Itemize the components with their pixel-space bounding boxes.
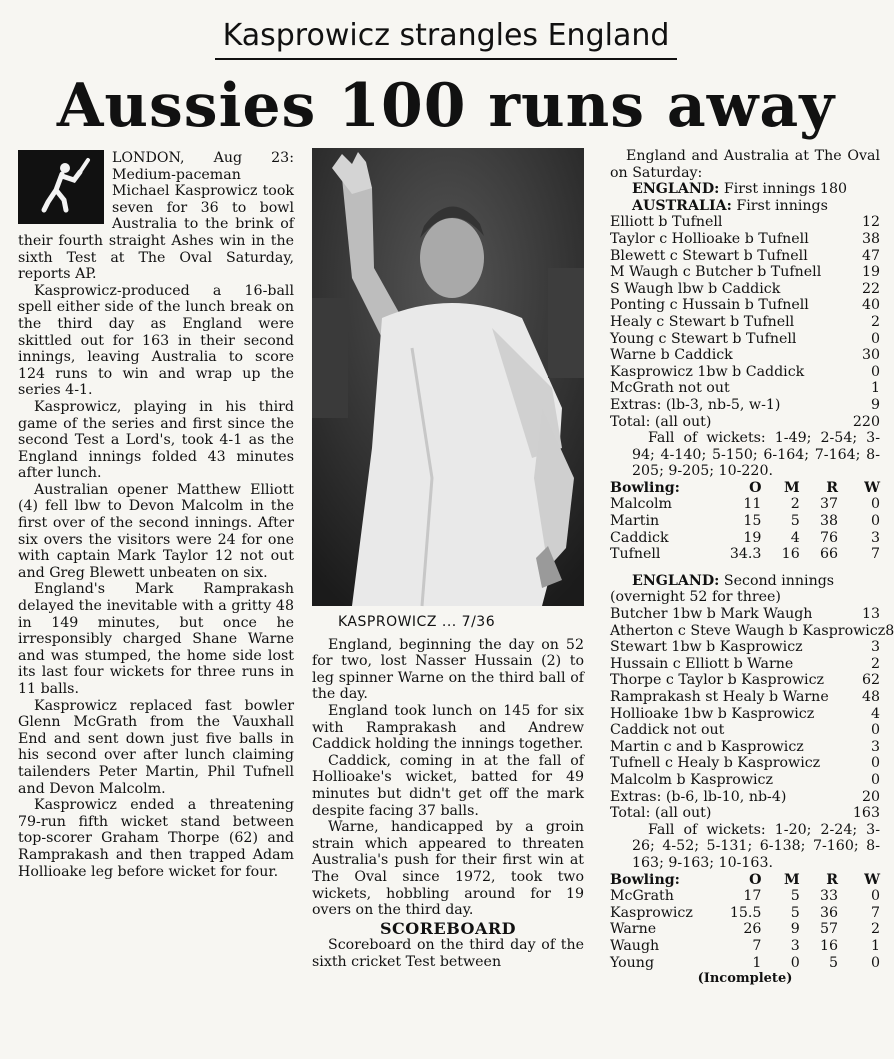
bowling-row	[610, 955, 880, 972]
story-paragraph: Caddick, coming in at the fall of Hollioake's wicket, batted for 49 minutes but didn't get off the mark despite facing 37 balls.	[312, 752, 584, 819]
photo-caption: KASPROWICZ ... 7/36	[338, 614, 496, 630]
cricket-batsman-icon	[18, 150, 104, 224]
batsman-runs: 30	[861, 347, 880, 364]
batsman-dismissal: Martin c and b Kasprowicz	[610, 738, 804, 755]
batsman-dismissal: Total: (all out)	[610, 413, 712, 430]
wickets: 7	[870, 904, 880, 921]
batting-row	[610, 672, 880, 689]
story-paragraph: Australian opener Matthew Elliott (4) fell lbw to Devon Malcolm in the first over of the second innings. After six overs the visitors were 24 for one with captain Mark Taylor 12 not out and Greg Blewett unbeaten on six.	[18, 481, 294, 581]
story-paragraph: England's Mark Ramprakash delayed the inevitable with a gritty 48 in 149 minutes, but once he irresponsibly charged Shane Warne and was stumped, the home side lost its last four wickets for three runs in 11 balls.	[18, 581, 294, 697]
batting-row	[610, 656, 880, 673]
batsman-runs: 163	[852, 805, 880, 822]
batsman-dismissal: Hussain c Elliott b Warne	[610, 655, 794, 672]
australia-first-innings	[610, 198, 880, 215]
batting-row	[610, 739, 880, 756]
batsman-dismissal: Caddick not out	[610, 722, 725, 739]
overs: 19	[743, 529, 762, 546]
batsman-dismissal: M Waugh c Butcher b Tufnell	[610, 264, 822, 281]
story-paragraph: Kasprowicz-produced a 16-ball spell either side of the lunch break on the third day as England were skittled out for 163 in their second innings, leaving Australia to score 124 runs to win and wrap up the series 4-1.	[18, 282, 294, 399]
overs: 1	[752, 954, 762, 971]
batting-row	[610, 805, 880, 822]
batsman-dismissal: Young c Stewart b Tufnell	[610, 330, 797, 347]
batsman-dismissal: Elliott b Tufnell	[610, 214, 723, 231]
batsman-runs: 22	[861, 280, 880, 297]
batsman-runs: 2	[870, 655, 880, 672]
wickets: 0	[870, 954, 880, 971]
batting-row	[610, 364, 880, 381]
batsman-dismissal: Tufnell c Healy b Kasprowicz	[610, 755, 821, 772]
wickets: 7	[870, 546, 880, 563]
runs-conceded: 66	[819, 546, 839, 563]
batting-row	[610, 314, 880, 331]
batting-row	[610, 214, 880, 231]
batsman-runs: 48	[861, 689, 880, 705]
batting-row	[610, 706, 880, 723]
maidens: 0	[790, 954, 800, 971]
innings-label: Second innings	[723, 572, 835, 589]
batting-row	[610, 331, 880, 348]
overs-header: O	[749, 871, 762, 888]
batsman-dismissal: Ramprakash st Healy b Warne	[610, 689, 829, 705]
batsman-runs: 40	[861, 297, 880, 314]
story-paragraph: Kasprowicz ended a threatening 79-run fifth wicket stand between top-scorer Graham Thorpe (62) and Ramprakash and then trapped Adam Hollioake leg before wicket for four.	[18, 797, 294, 880]
runs-conceded: 36	[819, 904, 839, 921]
england-first-innings	[610, 181, 880, 198]
runs-conceded: 57	[819, 921, 839, 938]
story-paragraph: Warne, handicapped by a groin strain which appeared to threaten Australia's push for their first win at The Oval since 1972, took two wickets, hobbling around for 19 overs on the third day.	[312, 819, 584, 919]
australia-bowling-list	[610, 888, 880, 971]
wickets-header: W	[864, 479, 880, 496]
scoreboard-subhead: SCOREBOARD	[379, 918, 517, 938]
fall-of-wickets: Fall of wickets: 1-20; 2-24; 3-26; 4-52; 5-131; 6-138; 7-160; 8-163; 9-163; 10-163.	[632, 821, 880, 871]
runs-conceded: 5	[829, 954, 839, 971]
innings-label: First innings 180	[723, 181, 848, 198]
batsman-runs: 0	[870, 363, 880, 380]
maidens: 5	[790, 513, 800, 530]
wickets: 3	[870, 529, 880, 546]
england-second-innings	[610, 573, 880, 590]
batting-row	[610, 414, 880, 431]
batting-row	[610, 248, 880, 265]
bowler-name: Caddick	[610, 529, 669, 546]
maidens: 4	[790, 529, 800, 546]
team-name: AUSTRALIA:	[632, 197, 732, 214]
bowler-name: Malcolm	[610, 496, 673, 513]
england-batting-list	[610, 606, 894, 822]
maidens: 5	[790, 904, 800, 921]
batsman-dismissal: Malcolm b Kasprowicz	[610, 771, 773, 788]
maidens-header: M	[784, 871, 800, 888]
innings-note: (overnight 52 for three)	[610, 589, 781, 606]
batsman-runs: 13	[861, 606, 880, 623]
runs-conceded: 38	[819, 513, 839, 530]
batsman-runs: 4	[870, 705, 880, 722]
batsman-runs: 0	[870, 755, 880, 772]
overs-header: O	[749, 479, 762, 496]
bowler-name: Martin	[610, 513, 660, 530]
bowling-header	[610, 480, 880, 497]
story-paragraph: England took lunch on 145 for six with Ramprakash and Andrew Caddick holding the innings together.	[312, 702, 584, 753]
bowler-name: Waugh	[610, 937, 660, 954]
maidens: 3	[790, 937, 800, 954]
bowling-row	[610, 530, 880, 547]
runs-conceded: 33	[819, 888, 839, 905]
batsman-runs: 0	[870, 330, 880, 347]
overs: 15.5	[729, 904, 762, 921]
maidens: 9	[790, 921, 800, 938]
batting-row	[610, 231, 880, 248]
batsman-runs: 220	[852, 413, 880, 430]
batsman-dismissal: McGrath not out	[610, 380, 730, 397]
story-paragraph: LONDON, Aug 23: Medium-paceman Michael Kasprowicz took seven for 36 to bowl Australia to the brink of their fourth straight Ashes win in the sixth Test at The Oval Saturday, reports AP.	[18, 150, 294, 283]
batting-row	[610, 397, 880, 414]
bowler-name: McGrath	[610, 888, 674, 905]
overs: 26	[743, 921, 762, 938]
overs: 34.3	[729, 546, 762, 563]
batsman-dismissal: Hollioake 1bw b Kasprowicz	[610, 705, 815, 722]
story-paragraph: Scoreboard on the third day of the sixth cricket Test between	[312, 937, 584, 970]
batsman-dismissal: Extras: (lb-3, nb-5, w-1)	[610, 396, 781, 413]
batsman-runs: 9	[870, 396, 880, 413]
batsman-runs: 0	[870, 722, 880, 739]
maidens: 2	[790, 496, 800, 513]
story-paragraph: England, beginning the day on 52 for two, lost Nasser Hussain (2) to leg spinner Warne on the third ball of the day.	[312, 636, 584, 703]
story-paragraph: Kasprowicz, playing in his third game of the series and first since the second Test a Lord's, took 4-1 as the England innings folded 43 minutes after lunch.	[18, 398, 294, 482]
bowler-name: Tufnell	[610, 546, 661, 563]
wickets: 0	[870, 496, 880, 513]
batting-row	[610, 772, 880, 789]
wickets: 2	[870, 921, 880, 938]
bowling-row	[610, 496, 880, 513]
batsman-dismissal: S Waugh lbw b Caddick	[610, 280, 781, 297]
fall-of-wickets: Fall of wickets: 1-49; 2-54; 3-94; 4-140; 5-150; 6-164; 7-164; 8-205; 9-205; 10-220.	[632, 430, 880, 480]
batsman-dismissal: Thorpe c Taylor b Kasprowicz	[610, 672, 825, 689]
story-column-2	[312, 148, 584, 970]
maidens: 16	[781, 546, 800, 563]
batting-row	[610, 281, 880, 298]
batting-row	[610, 722, 880, 739]
bowling-label: Bowling:	[610, 871, 680, 888]
wickets: 0	[870, 513, 880, 530]
kicker-headline	[0, 14, 892, 66]
overs: 15	[743, 513, 762, 530]
bowling-row	[610, 546, 880, 563]
runs-conceded: 16	[819, 937, 839, 954]
overs: 7	[752, 937, 762, 954]
maidens: 5	[790, 888, 800, 905]
batsman-runs: 2	[870, 313, 880, 330]
bowling-row	[610, 905, 880, 922]
batsman-dismissal: Warne b Caddick	[610, 347, 733, 364]
batting-row	[610, 297, 880, 314]
batsman-dismissal: Ponting c Hussain b Tufnell	[610, 297, 809, 314]
overs: 17	[743, 888, 762, 905]
runs-conceded: 76	[819, 529, 839, 546]
batting-row	[610, 264, 880, 281]
runs-header: R	[826, 871, 839, 888]
australia-batting-list	[610, 214, 880, 430]
wickets: 0	[870, 888, 880, 905]
batsman-runs: 12	[861, 214, 880, 231]
batsman-runs: 8	[885, 622, 894, 639]
bowling-row	[610, 921, 880, 938]
bowler-name: Young	[610, 954, 655, 971]
batsman-runs: 1	[870, 380, 880, 397]
bowling-header	[610, 872, 880, 889]
team-name: ENGLAND:	[632, 181, 720, 198]
batsman-dismissal: Extras: (b-6, lb-10, nb-4)	[610, 788, 787, 805]
story-paragraph: Kasprowicz replaced fast bowler Glenn McGrath from the Vauxhall End and sent down just five balls in his second over after lunch claiming tailenders Peter Martin, Phil Tufnell and Devon Malcolm.	[18, 697, 294, 797]
innings-label: First innings	[736, 197, 828, 214]
kasprowicz-photo	[312, 148, 584, 606]
bowling-row	[610, 938, 880, 955]
incomplete-note: (Incomplete)	[697, 971, 793, 987]
wickets: 1	[870, 937, 880, 954]
batsman-runs: 3	[870, 738, 880, 755]
batting-row	[610, 380, 880, 397]
main-headline: Aussies 100 runs away	[56, 71, 836, 141]
batting-row	[610, 347, 880, 364]
maidens-header: M	[784, 479, 800, 496]
batsman-dismissal: Kasprowicz 1bw b Caddick	[610, 363, 805, 380]
wickets-header: W	[864, 871, 880, 888]
batting-row	[610, 755, 880, 772]
batsman-dismissal: Healy c Stewart b Tufnell	[610, 313, 795, 330]
batsman-runs: 19	[861, 264, 880, 281]
overs: 11	[743, 496, 762, 513]
batsman-runs: 0	[870, 771, 880, 788]
batsman-dismissal: Atherton c Steve Waugh b Kasprowicz	[610, 622, 886, 639]
batting-row	[610, 606, 880, 623]
batting-row	[610, 622, 894, 640]
scoreboard-intro: England and Australia at The Oval on Saturday:	[610, 148, 880, 181]
scoreboard-column	[610, 148, 894, 988]
batsman-dismissal: Butcher 1bw b Mark Waugh	[610, 606, 813, 623]
runs-header: R	[826, 479, 839, 496]
bowling-row	[610, 888, 880, 905]
bowler-name: Warne	[610, 921, 657, 938]
batting-row	[610, 689, 880, 706]
england-bowling-list	[610, 496, 880, 562]
batsman-runs: 62	[861, 672, 880, 689]
batsman-runs: 3	[870, 639, 880, 656]
batsman-dismissal: Blewett c Stewart b Tufnell	[610, 247, 808, 264]
batsman-dismissal: Taylor c Hollioake b Tufnell	[610, 230, 809, 247]
team-name: ENGLAND:	[632, 572, 720, 589]
batsman-runs: 20	[861, 788, 880, 805]
batting-row	[610, 789, 880, 806]
batsman-runs: 47	[861, 247, 880, 264]
batsman-dismissal: Total: (all out)	[610, 805, 712, 822]
bowling-label: Bowling:	[610, 479, 680, 496]
runs-conceded: 37	[819, 496, 839, 513]
kicker-text: Kasprowicz strangles England	[215, 14, 678, 60]
batsman-runs: 38	[861, 230, 880, 247]
batting-row	[610, 639, 880, 656]
batsman-dismissal: Stewart 1bw b Kasprowicz	[610, 639, 803, 656]
story-column-1	[18, 150, 294, 880]
bowler-name: Kasprowicz	[610, 904, 693, 921]
bowling-row	[610, 513, 880, 530]
